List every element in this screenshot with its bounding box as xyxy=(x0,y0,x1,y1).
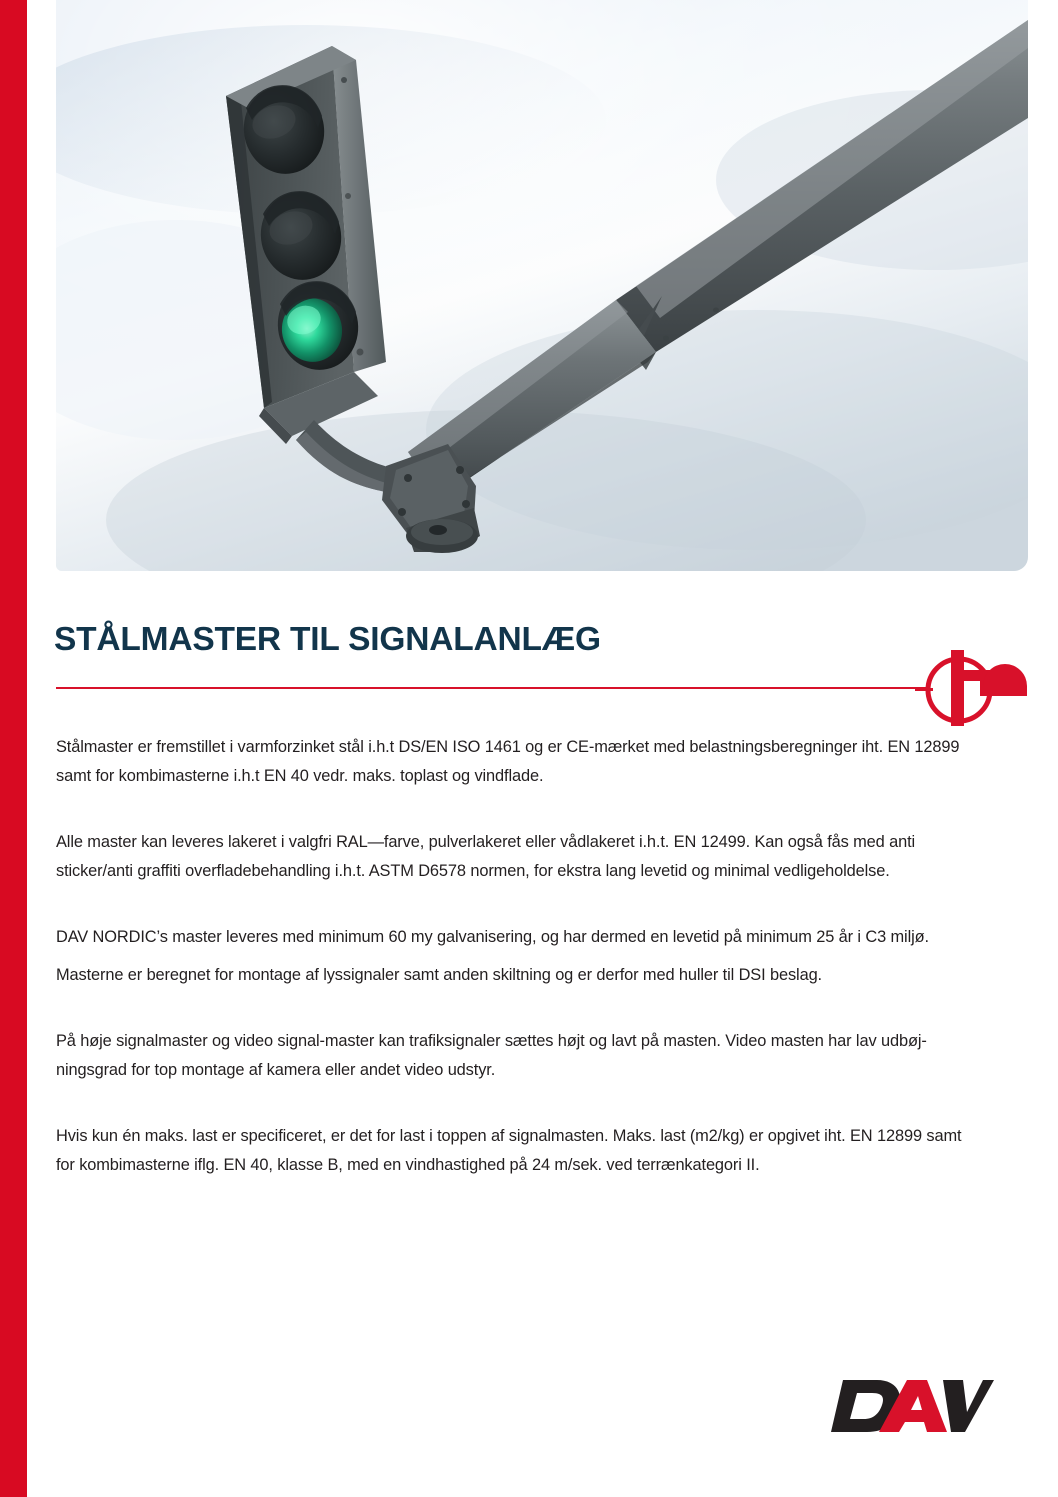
left-accent-stripe xyxy=(0,0,27,1497)
paragraph-1-line-2: 12899 samt for kombimasterne i.h.t EN 40 vedr. maks. toplast og vindflade. xyxy=(56,738,960,785)
paragraph-2-line-1: Alle master kan leveres lakeret i valgfri RAL—farve, pulverlakeret eller vådlakeret i.h.t. EN 12499. Kan også fås med anti xyxy=(56,833,916,851)
paragraph-3b: Masterne er beregnet for montage af lyssignaler samt anden skiltning og er derfor med huller til DSI beslag. xyxy=(56,965,822,984)
hero-photo xyxy=(56,0,1028,571)
body-copy xyxy=(56,733,974,1179)
paragraph-2-line-2: sticker/anti graffiti overfladebehandling i.h.t. ASTM D6578 normen, for ekstra lang levetid og minimal vedligeholdelse. xyxy=(56,861,890,880)
paragraph-1 xyxy=(56,733,974,790)
paragraph-4-line-1: På høje signalmaster og video signal-master kan trafiksignaler sættes højt og lavt på masten. Video masten har lav udbøj- xyxy=(56,1032,927,1050)
divider-rule xyxy=(56,687,928,689)
paragraph-5-line-2: samt for kombimasterne iflg. EN 40, klasse B, med en vindhastighed på 24 m/sek. ved terrænkategori II. xyxy=(56,1127,962,1174)
paragraph-5 xyxy=(56,1122,974,1179)
dav-logo xyxy=(831,1374,994,1438)
spacer xyxy=(56,989,974,1027)
paragraph-1-line-1: Stålmaster er fremstillet i varmforzinket stål i.h.t DS/EN ISO 1461 og er CE-mærket med belastningsberegninger iht. EN xyxy=(56,738,910,756)
spacer xyxy=(56,952,974,961)
spacer xyxy=(56,790,974,828)
paragraph-3a: DAV NORDIC’s master leveres med minimum 60 my galvanisering, og har dermed en levetid på minimum 25 år i C3 miljø. xyxy=(56,928,929,946)
paragraph-2 xyxy=(56,828,974,885)
paragraph-4-line-2: ningsgrad for top montage af kamera eller andet video udstyr. xyxy=(56,1060,496,1079)
page-title: STÅLMASTER TIL SIGNALANLÆG xyxy=(54,621,601,659)
dav-nordic-mark-icon xyxy=(915,640,1027,726)
spacer xyxy=(56,1084,974,1122)
spacer xyxy=(56,885,974,923)
paragraph-5-line-1: Hvis kun én maks. last er specificeret, er det for last i toppen af signalmasten. Maks. last (m2/kg) er opgivet iht. EN 12899 xyxy=(56,1127,922,1145)
paragraph-4 xyxy=(56,1027,974,1084)
